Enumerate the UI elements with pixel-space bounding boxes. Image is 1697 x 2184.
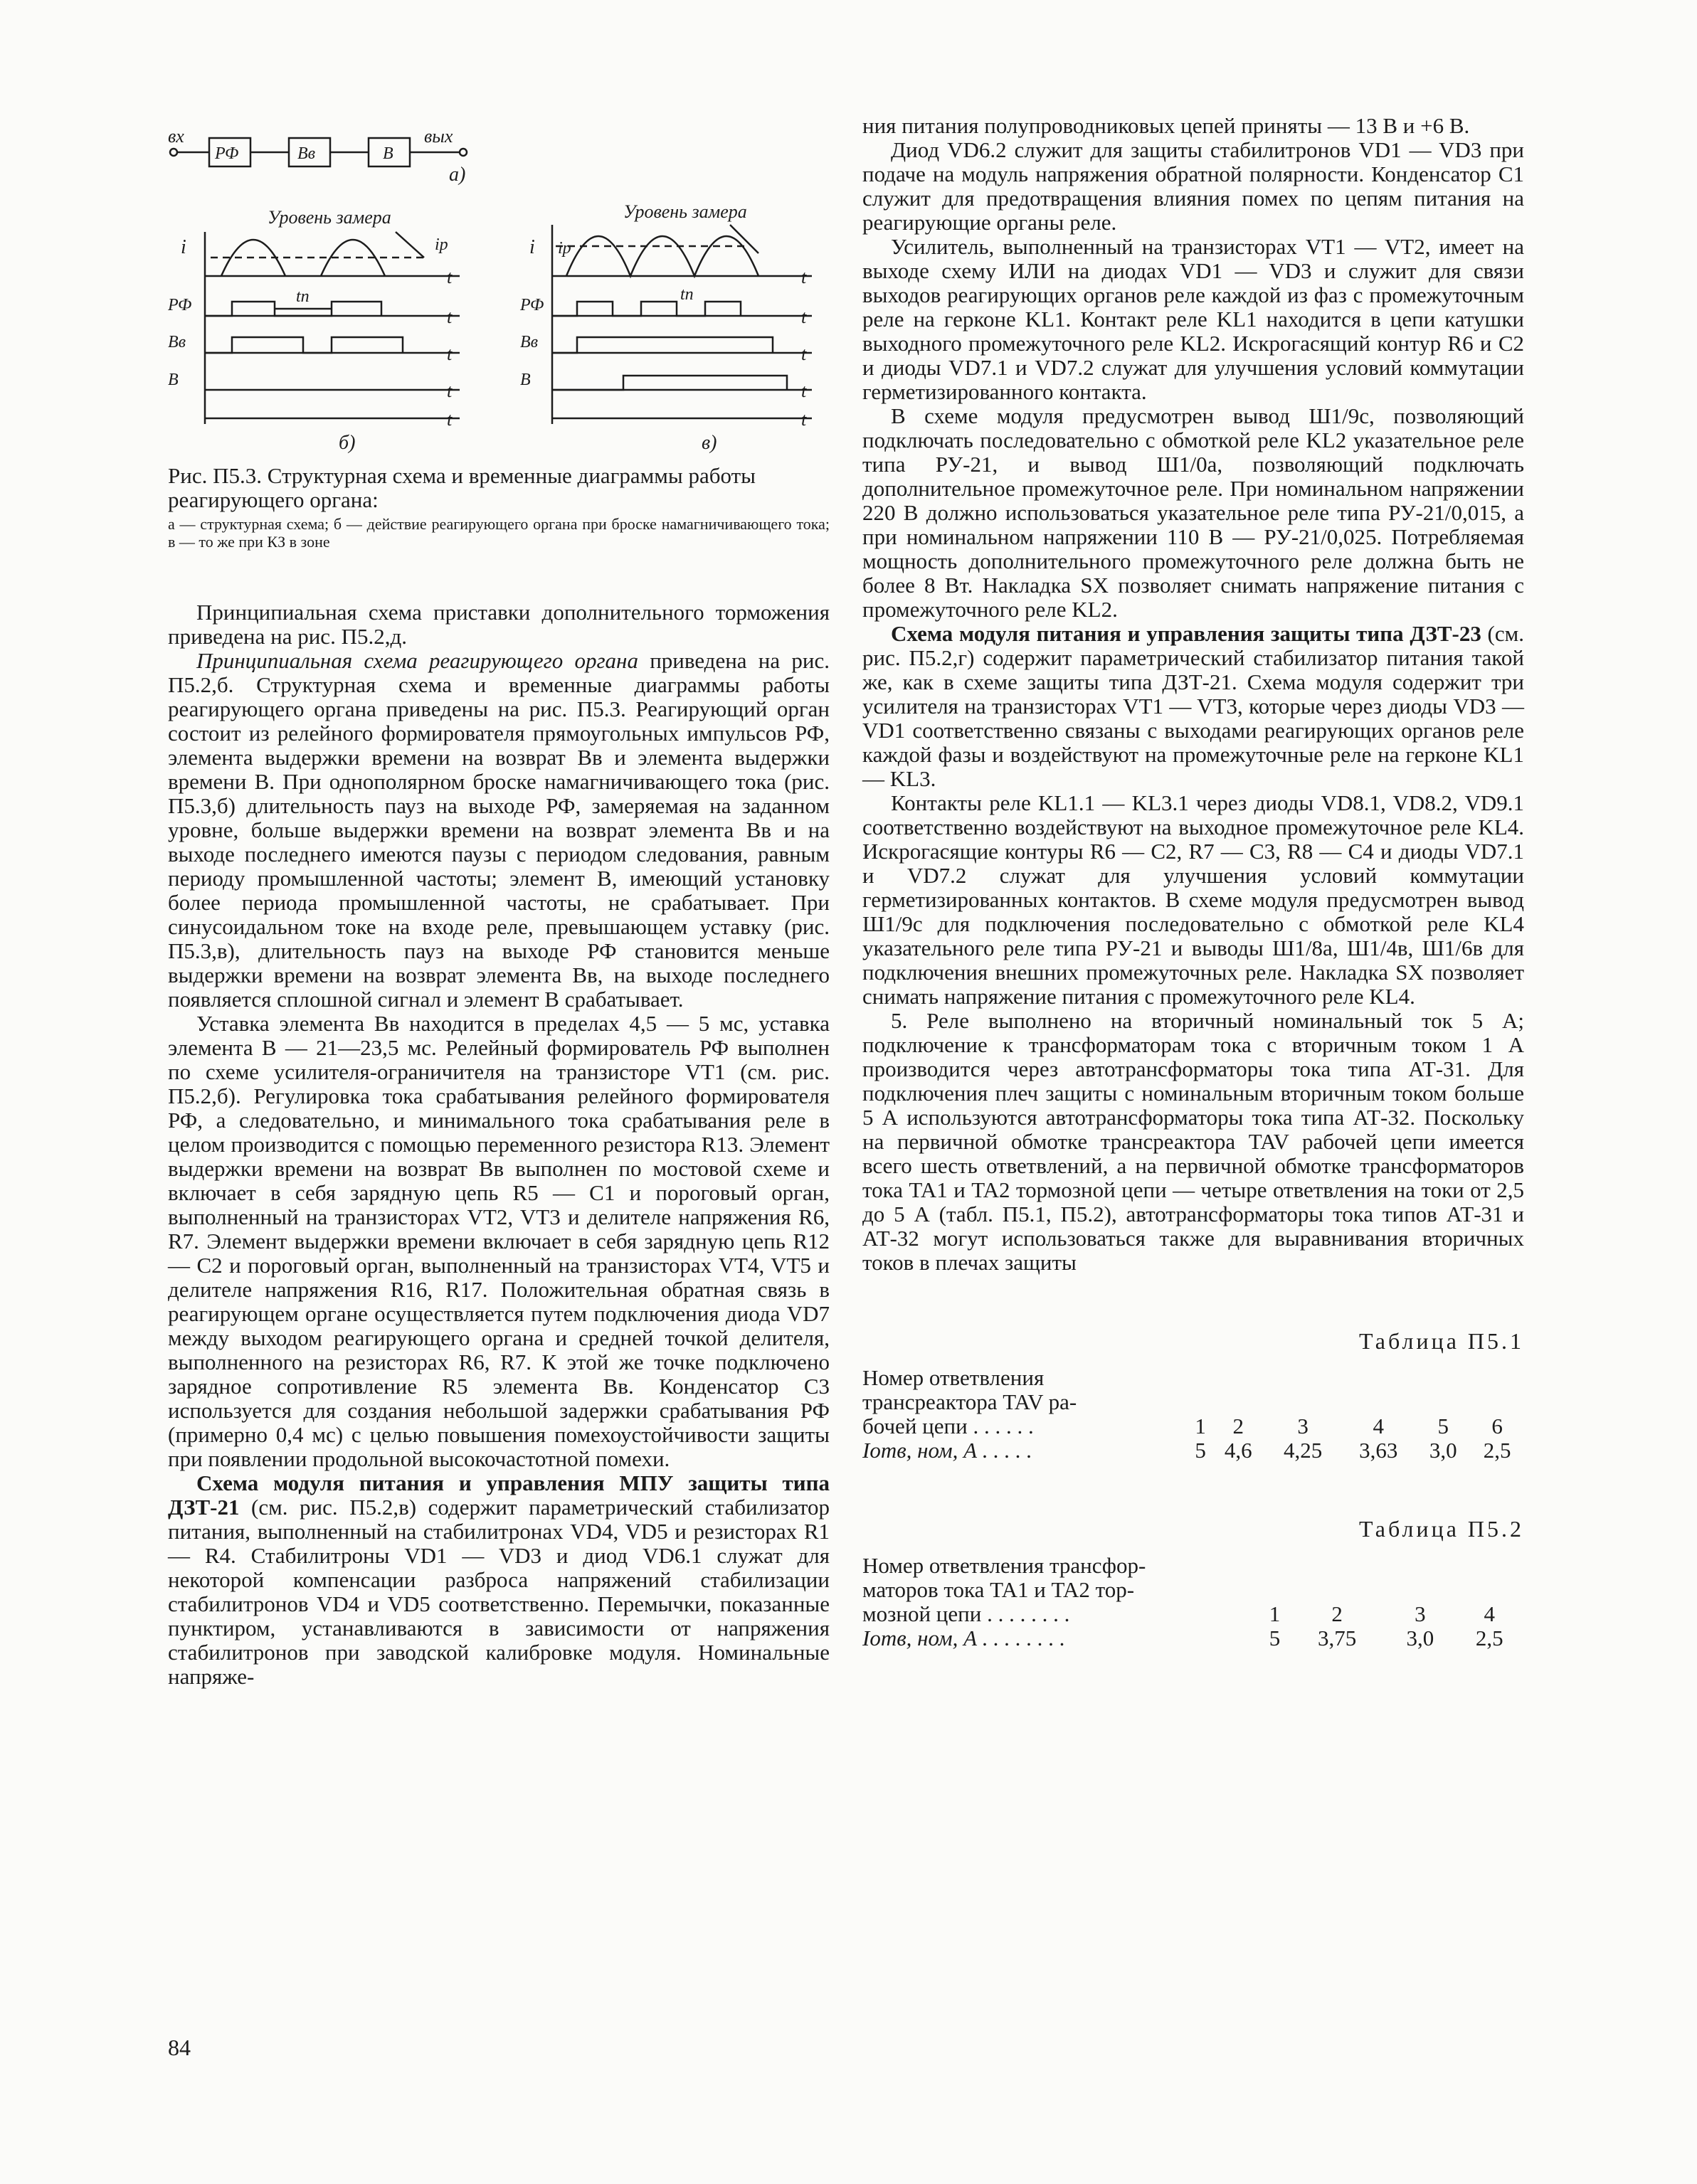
table-2-label-b: маторов тока TA1 и TA2 тор- [862,1577,1135,1602]
left-paragraph-2-lead: Принципиальная схема реагирующего органа [196,648,638,673]
table-row [862,1554,1524,1578]
table-cell: 4 [1373,1414,1385,1438]
diagram-v-tp: tп [680,285,694,304]
table-2 [862,1554,1524,1650]
table-1-label-b: трансреактора TAV ра- [862,1389,1077,1414]
right-paragraph-3: В схеме модуля предусмотрен вывод Ш1/9с, позволяющий подключать последовательно с обмоткой реле KL2 указательное реле типа РУ-21, и вывод Ш1/0а, позволяющий подключать дополнительное промежуточное реле. При номинальном напряжении 220 В должно использоваться указательное реле типа РУ-21/0,015, а при номинальном напряжении 110 В — РУ-21/0,025. Потребляемая мощность дополнительного промежуточного реле должна быть не более 8 Вт. Накладка SX позволяет снимать напряжение питания с промежуточного реле KL2. [862,403,1524,622]
table-row [862,1390,1524,1414]
table-1-label-c: бочей цепи . . . . . . [862,1414,1034,1438]
table-cell: 3,0 [1429,1438,1457,1463]
table-2-label-a: Номер ответвления трансфор- [862,1553,1146,1578]
diagram-b-letter: б) [339,432,356,454]
diagram-v-t3: t [801,344,807,364]
table-row [862,1626,1524,1650]
table-row [862,1602,1524,1626]
table-cell: 3 [1415,1601,1426,1626]
diagram-v-t2: t [801,307,807,327]
left-paragraph-4-text: (см. рис. П5.2,в) содержит параметрический стабилизатор питания, выполненный на стабилитронах VD4, VD5 и резисторах R1 — R4. Стабилитроны VD1 — VD3 и диод VD6.1 служат для некоторой компенсации разброса напряжений стабилизации стабилитронов VD4 и VD5 соответственно. Перемычки, показанные пунктиром, устанавливаются в зависимости от напряжения стабилитронов при заводской калибровке модуля. Номинальные напряже- [168,1495,830,1689]
diagram-b-t4: t [447,381,453,401]
diagram-b-row-rf: РФ [168,296,192,314]
table-1-label-a: Номер ответвления [862,1365,1045,1390]
schema-out-label: вых [424,126,453,147]
figure-caption-sub: а — структурная схема; б — действие реагирующего органа при броске намагничивающего тока; в — то же при КЗ в зоне [168,515,830,551]
right-paragraph-5: Контакты реле KL1.1 — KL3.1 через диоды VD8.1, VD8.2, VD9.1 соответственно воздействуют на выходное промежуточное реле KL4. Искрогасящие контуры R6 — C2, R7 — C3, R8 — C4 и диоды VD7.1 и VD7.2 служат для улучшения условий коммутации герметизированных контактов. В схеме модуля предусмотрен вывод Ш1/9с для подключения последовательно с обмоткой реле KL4 указательного реле типа РУ-21 и выводы Ш1/8а, Ш1/4в, Ш1/6в для подключения внешних промежуточных реле. Накладка SX позволяет снимать напряжение питания с промежуточного реле KL4. [862,790,1524,1009]
table-row [862,1578,1524,1602]
diagram-v-t5: t [801,409,807,430]
table-cell: 5 [1269,1626,1281,1650]
right-column [862,114,1524,1650]
table-cell: 1 [1195,1414,1206,1438]
table-cell: 2,5 [1475,1626,1503,1650]
left-paragraph-2-text: приведена на рис. П5.2,б. Структурная схема и временные диаграммы работы реагирующего органа приведены на рис. П5.3. Реагирующий орган состоит из релейного формирователя прямоугольных импульсов РФ, элемента выдержки времени на возврат Вв и элемента выдержки времени В. При однополярном броске намагничивающего тока (рис. П5.3,б) длительность пауз на выходе РФ, замеряемая на заданном уровне, больше выдержки времени на возврат элемента Вв и на выходе последнего имеются паузы с периодом следования, равным периоду промышленной частоты; элемент В, имеющий установку более периода промышленной частоты, не срабатывает. При синусоидальном токе на входе реле, превышающем уставку (рис. П5.3,в), длительность пауз на выходе РФ становится меньше выдержки времени на возврат элемента Вв, на выходе последнего появляется сплошной сигнал и элемент В срабатывает. [168,648,830,1012]
table-cell: 4 [1484,1601,1496,1626]
diagram-v-level: Уровень замера [623,201,747,222]
table-cell: 2,5 [1483,1438,1511,1463]
right-paragraph-4-lead: Схема модуля питания и управления защиты типа ДЗТ-23 [891,621,1481,646]
page-number: 84 [168,2035,191,2060]
schema-block-rf: РФ [215,144,239,163]
table-1-row2-label: Iотв, ном, А . . . . . [862,1438,1032,1463]
table-row [862,1438,1524,1463]
table-cell: 5 [1195,1438,1206,1463]
table-cell: 3,63 [1359,1438,1398,1463]
diagram-v-ip: iр [558,239,571,258]
diagram-b-level: Уровень замера [268,207,391,228]
diagram-b-t2: t [447,307,453,327]
left-column [168,114,830,1689]
diagram-v [519,201,812,454]
table-1 [862,1366,1524,1463]
table-cell: 5 [1437,1414,1449,1438]
schema-block-v: В [383,144,393,163]
diagram-b-row-vv: Вв [168,333,186,351]
diagram-b-t3: t [447,344,453,364]
table-2-title: Таблица П5.2 [1359,1516,1524,1542]
table-cell: 4,6 [1224,1438,1252,1463]
schema-in-label: вх [168,126,184,147]
diagram-v-row-v: В [520,371,531,389]
diagram-v-t4: t [801,381,807,401]
diagram-b-ip: iр [435,235,448,254]
schema-letter: а) [449,164,466,186]
left-paragraph-3: Уставка элемента Вв находится в пределах 4,5 — 5 мс, уставка элемента В — 21—23,5 мс. Релейный формирователь РФ выполнен по схеме усилителя-ограничителя на транзисторе VT1 (см. рис. П5.2,б). Регулировка тока срабатывания релейного формирователя РФ, а следовательно, и минимального тока срабатывания реле в целом производится с помощью переменного резистора R13. Элемент выдержки времени на возврат Вв выполнен по мостовой схеме и включает в себя зарядную цепь R5 — C1 и пороговый орган, выполненный на транзисторах VT2, VT3 и делителе напряжения R6, R7. Элемент выдержки времени включает в себя зарядную цепь R12 — C2 и пороговый орган, выполненный на транзисторах VT4, VT5 и делителе напряжения R16, R17. Положительная обратная связь в реагирующем органе осуществляется путем подключения диода VD7 между выходом реагирующего органа и средней точкой делителя, выполненного на резисторах R6, R7. К этой же точке подключено зарядное сопротивление R5 элемента Вв. Конденсатор C3 используется для создания небольшой задержки срабатывания РФ (примерно 0,4 мс) с целью повышения помехоустойчивости защиты при появлении продольной высокочастотной помехи. [168,1011,830,1471]
diagram-v-i: i [529,236,535,258]
table-cell: 1 [1269,1601,1281,1626]
diagram-b-row-v: В [168,371,179,389]
table-cell: 3,0 [1406,1626,1434,1650]
diagram-b [168,207,460,454]
table-cell: 3,75 [1317,1626,1357,1650]
right-paragraph-4 [862,622,1524,791]
schema-block-vv: Вв [297,144,316,163]
diagram-v-row-vv: Вв [520,333,539,351]
left-paragraph-2 [168,649,830,1012]
table-cell: 2 [1232,1414,1244,1438]
table-2-row2-label: Iотв, ном, А . . . . . . . . [862,1626,1066,1650]
figure-caption: Рис. П5.3. Структурная схема и временные диаграммы работы реагирующего органа: [168,463,756,512]
table-2-label-c: мозной цепи . . . . . . . . [862,1601,1070,1626]
table-row [862,1414,1524,1438]
diagram-b-tp: tп [296,287,310,306]
left-paragraph-4-lead: Схема модуля питания и управления МПУ защиты типа ДЗТ-21 [168,1470,830,1520]
table-1-title: Таблица П5.1 [1359,1328,1524,1354]
table-row [862,1366,1524,1390]
table-cell: 3 [1297,1414,1309,1438]
table-cell: 4,25 [1284,1438,1323,1463]
right-paragraph-2: Усилитель, выполненный на транзисторах VT1 — VT2, имеет на выходе схему ИЛИ на диодах VD1 — VD3 и служит для связи выходов реагирующих органов реле каждой из фаз с промежуточным реле на герконе KL1. Контакт реле KL1 находится в цепи катушки выходного промежуточного реле KL2. Искрогасящий контур R6 и C2 и диоды VD7.1 и VD7.2 служат для улучшения условий коммутации герметизированного контакта. [862,234,1524,404]
diagram-b-i: i [181,236,186,258]
figure-drawing [168,118,830,460]
table-cell: 6 [1491,1414,1503,1438]
left-paragraph-1: Принципиальная схема приставки дополнительного торможения приведена на рис. П5.2,д. [168,600,830,649]
table-cell: 2 [1331,1601,1343,1626]
diagram-v-row-rf: РФ [520,296,544,314]
right-paragraph-4-text: (см. рис. П5.2,г) содержит параметрический стабилизатор питания такой же, как в схеме защиты типа ДЗТ-21. Схема модуля содержит три усилителя на транзисторах VT1 — VT3, которые через диоды VD3 — VD1 соответственно связаны с выходами реагирующих органов реле каждой фазы и воздействуют на промежуточные реле на герконе KL1 — KL3. [862,621,1525,791]
diagram-v-letter: в) [702,432,717,454]
right-paragraph-1: Диод VD6.2 служит для защиты стабилитронов VD1 — VD3 при подаче на модуль напряжения обратной полярности. Конденсатор C1 служит для предотвращения влияния помех по цепям питания на реагирующие органы реле. [862,137,1524,235]
diagram-b-t5: t [447,409,453,430]
diagram-v-t1: t [801,267,807,287]
diagram-b-t1: t [447,267,453,287]
left-paragraph-4 [168,1471,830,1689]
right-paragraph-0: ния питания полупроводниковых цепей приняты — 13 В и +6 В. [862,113,1470,138]
right-paragraph-6: 5. Реле выполнено на вторичный номинальный ток 5 А; подключение к трансформаторам тока с вторичным током 1 А производится через автотрансформаторы тока типа АТ-31. Для подключения плеч защиты с номинальным вторичным током больше 5 А используются автотрансформаторы тока типа АТ-32. Поскольку на первичной обмотке трансреактора TAV рабочей цепи имеется всего шесть ответвлений, а на первичной обмотке трансформаторов тока TA1 и TA2 тормозной цепи — четыре ответвления на токи от 2,5 до 5 А (табл. П5.1, П5.2), автотрансформаторы тока типов АТ-31 и АТ-32 могут использоваться также для выравнивания вторичных токов в плечах защиты [862,1008,1524,1275]
figure-p5-3 [168,118,830,460]
